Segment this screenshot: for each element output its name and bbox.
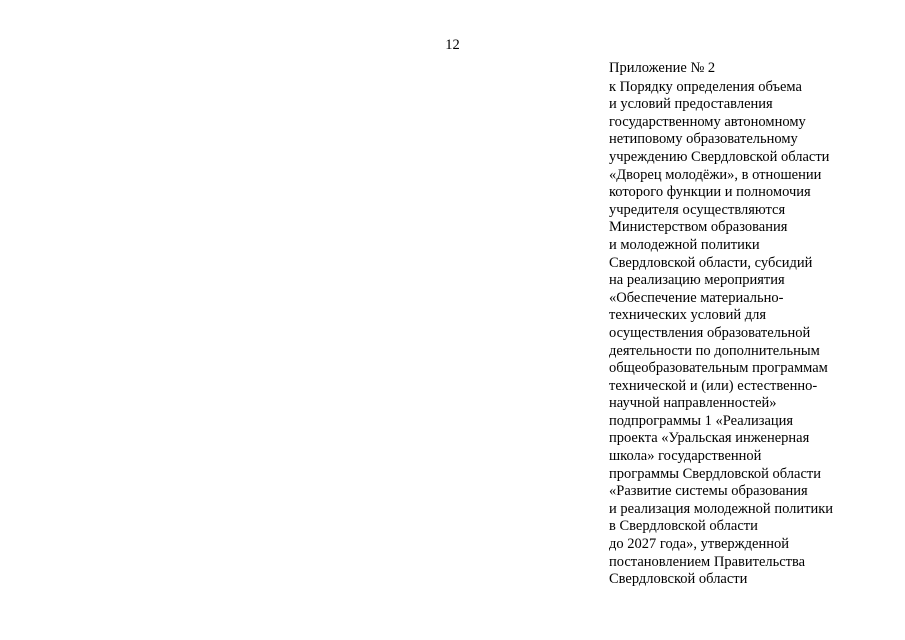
appendix-line: к Порядку определения объема: [609, 78, 802, 95]
appendix-line: и молодежной политики: [609, 236, 760, 253]
appendix-line: в Свердловской области: [609, 518, 758, 535]
appendix-line: и условий предоставления: [609, 96, 773, 113]
appendix-line: «Обеспечение материально-: [609, 289, 784, 306]
appendix-line: осуществления образовательной: [609, 324, 811, 341]
appendix-line: технических условий для: [609, 307, 767, 324]
appendix-line: на реализацию мероприятия: [609, 272, 785, 289]
appendix-line: Свердловской области, субсидий: [609, 254, 813, 271]
appendix-line: учредителя осуществляются: [609, 201, 786, 218]
appendix-line: нетиповому образовательному: [609, 131, 798, 148]
appendix-line: проекта «Уральская инженерная: [609, 430, 810, 447]
appendix-line: программы Свердловской области: [609, 465, 822, 482]
appendix-line: постановлением Правительства: [609, 553, 806, 570]
appendix-line: Свердловской области: [609, 571, 748, 588]
appendix-line: школа» государственной: [609, 448, 762, 465]
appendix-line: деятельности по дополнительным: [609, 342, 820, 359]
appendix-line: и реализация молодежной политики: [609, 500, 834, 517]
appendix-line: технической и (или) естественно-: [609, 377, 818, 394]
appendix-header-block: [609, 60, 889, 589]
appendix-line: до 2027 года», утвержденной: [609, 536, 790, 553]
appendix-line: государственному автономному: [609, 113, 806, 130]
appendix-line: научной направленностей»: [609, 395, 777, 412]
appendix-line: общеобразовательным программам: [609, 360, 828, 377]
appendix-line: которого функции и полномочия: [609, 184, 811, 201]
appendix-line: «Развитие системы образования: [609, 483, 808, 500]
appendix-line: подпрограммы 1 «Реализация: [609, 412, 794, 429]
appendix-line: «Дворец молодёжи», в отношении: [609, 166, 822, 183]
page-number: 12: [445, 37, 460, 53]
appendix-title: Приложение № 2: [609, 60, 716, 76]
appendix-line: учреждению Свердловской области: [609, 148, 830, 165]
appendix-line: Министерством образования: [609, 219, 788, 236]
